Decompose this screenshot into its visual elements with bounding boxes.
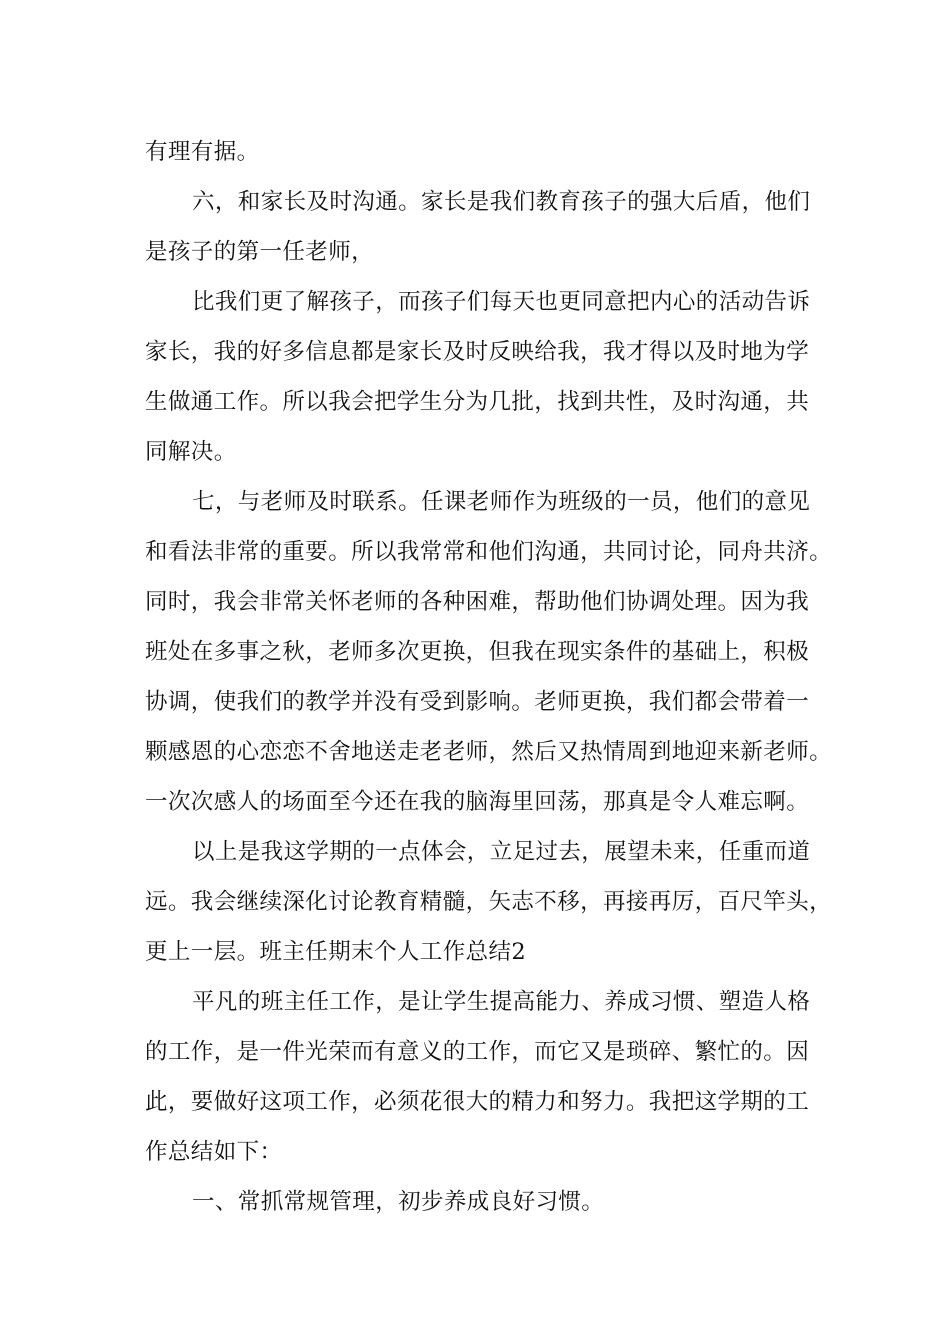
text-line: 一、常抓常规管理，初步养成良好习惯。 (192, 1189, 605, 1215)
text-line: 更上一层。班主任期末个人工作总结2 (145, 939, 527, 965)
text-line: 班处在多事之秋，老师多次更换，但我在现实条件的基础上，积极 (145, 639, 810, 665)
text-line: 一次次感人的场面至今还在我的脑海里回荡，那真是令人难忘啊。 (145, 789, 810, 815)
text-line: 的工作，是一件光荣而有意义的工作，而它又是琐碎、繁忙的。因 (145, 1039, 810, 1065)
text-line: 家长，我的好多信息都是家长及时反映给我，我才得以及时地为学 (145, 339, 810, 365)
text-line: 六，和家长及时沟通。家长是我们教育孩子的强大后盾，他们 (192, 189, 811, 215)
text-line: 和看法非常的重要。所以我常常和他们沟通，共同讨论，同舟共济。 (145, 539, 833, 565)
text-line: 生做通工作。所以我会把学生分为几批，找到共性，及时沟通，共 (145, 389, 810, 415)
text-line: 颗感恩的心恋恋不舍地送走老老师，然后又热情周到地迎来新老师。 (145, 739, 833, 765)
text-line: 远。我会继续深化讨论教育精髓，矢志不移，再接再厉，百尺竿头， (145, 889, 833, 915)
text-line: 此，要做好这项工作，必须花很大的精力和努力。我把这学期的工 (145, 1089, 810, 1115)
text-line: 有理有据。 (145, 139, 260, 165)
text-line: 是孩子的第一任老师， (145, 239, 375, 265)
text-line: 协调，使我们的教学并没有受到影响。老师更换，我们都会带着一 (145, 689, 810, 715)
text-line: 平凡的班主任工作，是让学生提高能力、养成习惯、塑造人格 (192, 989, 811, 1015)
text-line: 同解决。 (145, 439, 237, 465)
text-line: 以上是我这学期的一点体会，立足过去，展望未来，任重而道 (192, 839, 811, 865)
text-line: 同时，我会非常关怀老师的各种困难，帮助他们协调处理。因为我 (145, 589, 810, 615)
text-line: 七，与老师及时联系。任课老师作为班级的一员，他们的意见 (192, 489, 811, 515)
text-line: 比我们更了解孩子，而孩子们每天也更同意把内心的活动告诉 (192, 289, 811, 315)
text-line: 作总结如下： (145, 1139, 283, 1165)
